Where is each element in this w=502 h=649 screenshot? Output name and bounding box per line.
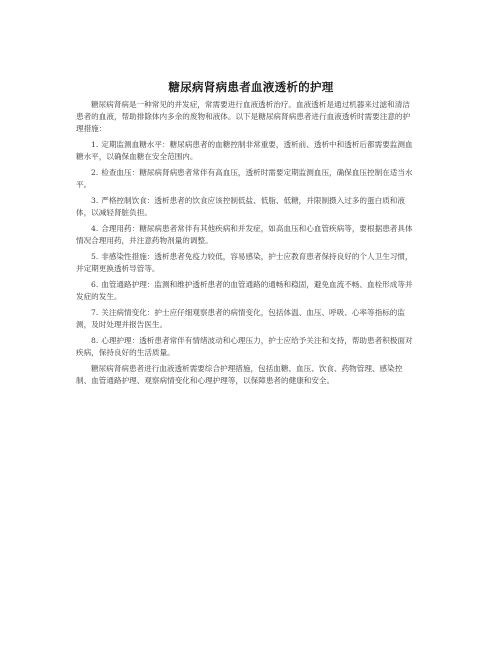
list-item-text: 心理护理：透析患者常伴有情绪波动和心理压力，护士应给予关注和支持，帮助患者积极面对疾病，保持良好的生活质量。 bbox=[76, 336, 413, 357]
list-item-text: 定期监测血糖水平：糖尿病患者的血糖控制非常重要，透析前、透析中和透析后都需要监测血糖水平，以确保血糖在安全范围内。 bbox=[76, 140, 413, 161]
list-item-number: 4. bbox=[91, 224, 99, 233]
list-item-text: 严格控制饮食：透析患者的饮食应该控制低盐、低脂、低糖，并限制摄入过多的蛋白质和液体，以减轻肾脏负担。 bbox=[76, 196, 405, 217]
list-item-text: 血管通路护理：监测和维护透析患者的血管通路的通畅和稳固，避免血流不畅、血栓形成等并发症的发生。 bbox=[76, 280, 413, 301]
list-item-number: 8. bbox=[91, 336, 99, 345]
list-item-number: 3. bbox=[91, 196, 99, 205]
list-item-number: 1. bbox=[91, 140, 99, 149]
list-item-text: 非感染性措施：透析患者免疫力较低，容易感染，护士应教育患者保持良好的个人卫生习惯，并定期更换透析导管等。 bbox=[76, 252, 413, 273]
document-body bbox=[76, 99, 416, 391]
list-item-text: 检查血压：糖尿病肾病患者常伴有高血压，透析时需要定期监测血压，确保血压控制在适当水平。 bbox=[76, 168, 413, 189]
list-item bbox=[76, 335, 416, 359]
list-item-number: 2. bbox=[91, 168, 99, 177]
conclusion-paragraph: 糖尿病肾病患者进行血液透析需要综合护理措施，包括血糖、血压、饮食、药物管理、感染控制、血管通路护理、观察病情变化和心理护理等，以保障患者的健康和安全。 bbox=[76, 364, 403, 385]
list-item bbox=[76, 307, 416, 331]
document-title: 糖尿病肾病患者血液透析的护理 bbox=[168, 80, 334, 94]
list-item bbox=[76, 195, 416, 219]
list-item bbox=[76, 167, 416, 191]
list-item-text: 合理用药：糖尿病患者常伴有其他疾病和并发症，如高血压和心血管疾病等，要根据患者具体情况合理用药，并注意药物剂量的调整。 bbox=[76, 224, 413, 245]
list-item-text: 关注病情变化：护士应仔细观察患者的病情变化，包括体温、血压、呼吸、心率等指标的监测，及时处理并报告医生。 bbox=[76, 308, 405, 329]
intro-paragraph: 糖尿病肾病是一种常见的并发症，常需要进行血液透析治疗。血液透析是通过机器来过滤和清洁患者的血液，帮助排除体内多余的废物和液体。以下是糖尿病肾病患者进行血液透析时需要注意的护理措施： bbox=[76, 100, 411, 133]
list-item-number: 6. bbox=[91, 280, 99, 289]
list-item-number: 7. bbox=[91, 308, 99, 317]
list-item bbox=[76, 139, 416, 163]
list-item-number: 5. bbox=[91, 252, 99, 261]
list-item bbox=[76, 251, 416, 275]
list-item bbox=[76, 279, 416, 303]
list-item bbox=[76, 223, 416, 247]
